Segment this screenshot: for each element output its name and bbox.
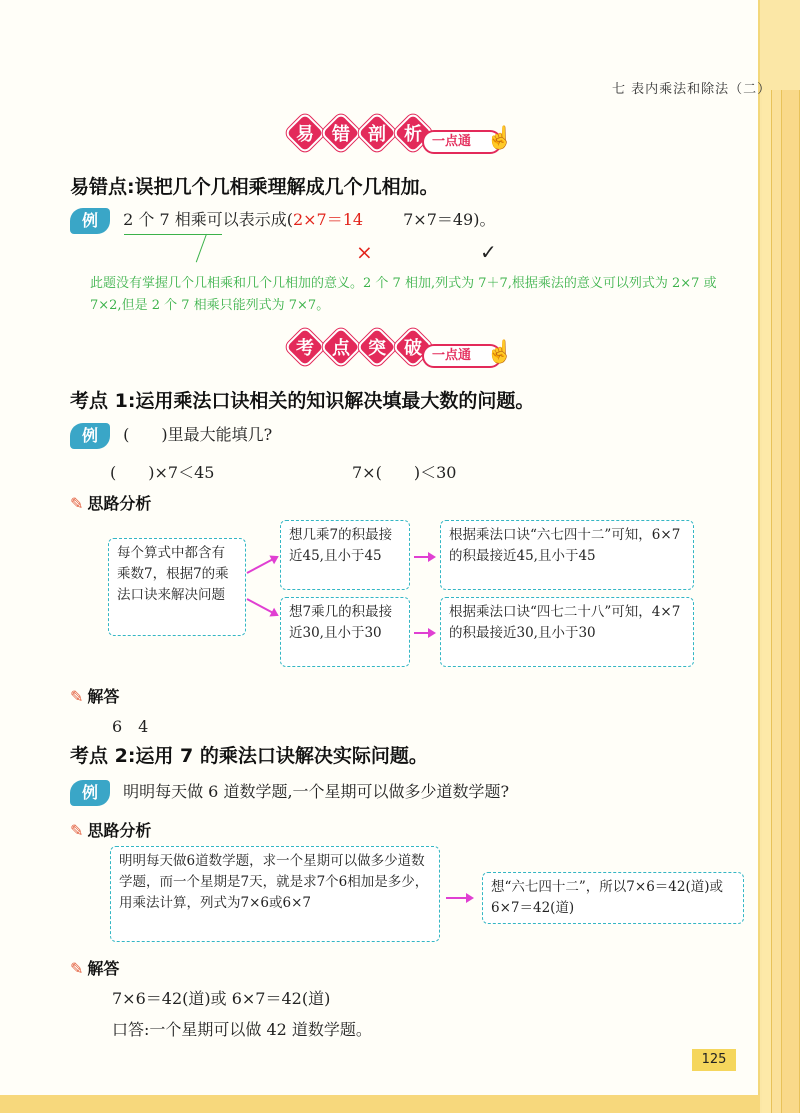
- banner-char: 易: [296, 124, 314, 145]
- page-edge: [762, 90, 772, 1113]
- page-bottom-strip: [0, 1095, 760, 1113]
- example-suffix: )。: [473, 210, 496, 229]
- example-badge: 例: [70, 423, 110, 449]
- pencil-icon: ✎: [70, 821, 84, 840]
- example-question: 明明每天做 6 道数学题,一个星期可以做多少道数学题?: [123, 782, 510, 801]
- banner-tag: 一点通: [422, 130, 502, 154]
- banner-char: 破: [404, 338, 422, 359]
- pencil-icon: ✎: [70, 494, 84, 513]
- page-edge: [782, 90, 800, 1113]
- example-question: ( )里最大能填几?: [123, 425, 273, 444]
- example-wrong-answer: 2×7＝14: [292, 210, 364, 229]
- example-right-answer: 7×7＝49: [403, 210, 474, 229]
- answer-2-line-1: 7×6＝42(道)或 6×7＝42(道): [112, 989, 331, 1008]
- banner-char: 考: [296, 338, 314, 359]
- analysis-label: ✎ 思路分析: [70, 491, 151, 514]
- analysis-main-box: 每个算式中都含有乘数7，根据7的乘法口诀来解决问题: [108, 538, 246, 636]
- example-2: [70, 422, 272, 449]
- error-point-title: 易错点:误把几个几相乘理解成几个几相加。: [70, 176, 439, 198]
- banner-error-analysis: [290, 118, 514, 152]
- point-2-title: 考点 2:运用 7 的乘法口诀解决实际问题。: [70, 745, 428, 767]
- example-3: [70, 779, 509, 806]
- example-badge: 例: [70, 780, 110, 806]
- point-1-title: 考点 1:运用乘法口诀相关的知识解决填最大数的问题。: [70, 390, 535, 412]
- example-prefix: 2 个 7 相乘可以表示成(: [123, 210, 293, 229]
- analysis-box-b2: 根据乘法口诀“四七二十八”可知，4×7的积最接近30,且小于30: [440, 597, 694, 667]
- page-number: 125: [692, 1049, 736, 1071]
- pencil-icon: ✎: [70, 959, 84, 978]
- answer-label: ✎ 解答: [70, 956, 119, 979]
- banner-char: 错: [332, 124, 350, 145]
- banner-char: 突: [368, 338, 386, 359]
- example-badge: 例: [70, 208, 110, 234]
- pencil-icon: ✎: [70, 687, 84, 706]
- example-1: [70, 207, 496, 234]
- arrow-icon: [414, 632, 434, 634]
- analysis-label: ✎ 思路分析: [70, 818, 151, 841]
- banner-char: 析: [404, 124, 422, 145]
- arrow-icon: [414, 556, 434, 558]
- banner-tag: 一点通: [422, 344, 502, 368]
- green-underline: [124, 234, 222, 235]
- answer-2-line-2: 口答:一个星期可以做 42 道数学题。: [112, 1020, 372, 1039]
- banner-char: 点: [332, 338, 350, 359]
- analysis-box-a2: 根据乘法口诀“六七四十二”可知，6×7的积最接近45,且小于45: [440, 520, 694, 590]
- analysis-box-a1: 想几乘7的积最接近45,且小于45: [280, 520, 410, 590]
- analysis-box-left: 明明每天做6道数学题，求一个星期可以做多少道数学题，而一个星期是7天，就是求7个6相加是多少，用乘法计算，列式为7×6或6×7: [110, 846, 440, 942]
- expression-2: 7×( )＜30: [352, 463, 457, 482]
- arrow-icon: [446, 897, 472, 899]
- answer-label: ✎ 解答: [70, 684, 119, 707]
- chapter-header: 七 表内乘法和除法（二）: [612, 82, 772, 97]
- banner-key-points: [290, 332, 514, 366]
- page-edge: [772, 90, 782, 1113]
- analysis-box-b1: 想7乘几的积最接近30,且小于30: [280, 597, 410, 667]
- check-mark-icon: ✓: [480, 240, 497, 264]
- analysis-box-right: 想“六七四十二”，所以7×6＝42(道)或6×7＝42(道): [482, 872, 744, 924]
- answer-1: 6 4: [112, 717, 149, 736]
- pointing-hand-icon: ☝: [486, 340, 514, 365]
- wrong-mark-icon: ×: [356, 240, 373, 264]
- expression-1: ( )×7＜45: [110, 463, 215, 482]
- pointing-hand-icon: ☝: [486, 126, 514, 151]
- error-explanation: 此题没有掌握几个几相乘和几个几相加的意义。2 个 7 相加,列式为 7＋7,根据乘法的意义可以列式为 2×7 或 7×2,但是 2 个 7 相乘只能列式为 7×7。: [90, 276, 717, 313]
- banner-char: 剖: [368, 124, 386, 145]
